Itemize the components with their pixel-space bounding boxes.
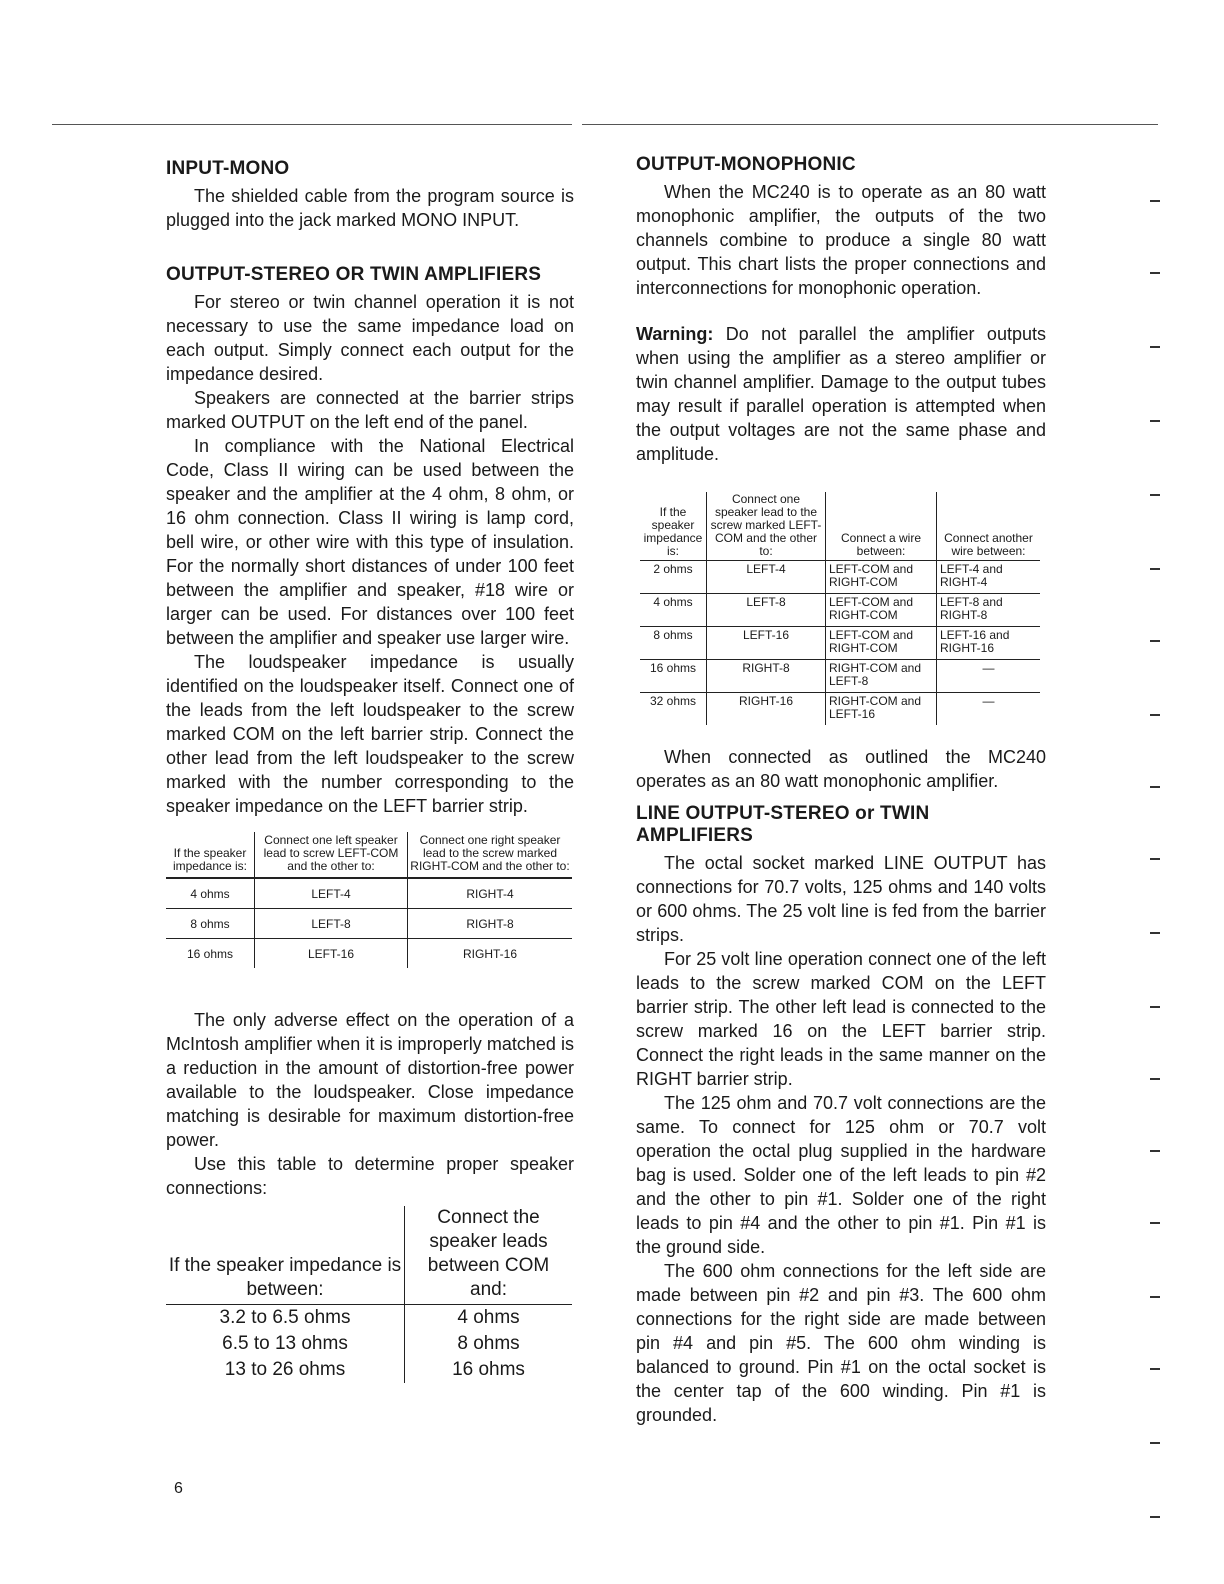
margin-dash xyxy=(1150,1006,1160,1008)
output-stereo-paragraph-3: In compliance with the National Electrical Code, Class II wiring can be used between the speaker and the amplifier at the 4 ohm, 8 ohm, or 16 ohm connection. Class II wiring is lamp cord, bell wire, or other wire with this type of insulation. For the normally short distances of under 100 feet between the amplifier and speaker, #18 wire or larger can be used. For distances over 100 feet between the amplifier and speaker use larger wire. xyxy=(166,436,574,648)
table-cell: 4 ohms xyxy=(640,594,707,627)
table-cell: RIGHT-16 xyxy=(408,939,573,969)
table-cell: LEFT-8 and RIGHT-8 xyxy=(937,594,1041,627)
margin-dash xyxy=(1150,1222,1160,1224)
table-row xyxy=(640,693,1040,726)
output-stereo-paragraph-2: Speakers are connected at the barrier strips marked OUTPUT on the left end of the panel. xyxy=(166,388,574,432)
output-stereo-heading: OUTPUT-STEREO OR TWIN AMPLIFIERS xyxy=(166,264,542,285)
table-row xyxy=(166,1331,572,1357)
table-row xyxy=(166,909,572,939)
margin-dash xyxy=(1150,1442,1160,1444)
margin-dash xyxy=(1150,1296,1160,1298)
top-rule-right xyxy=(582,124,1158,125)
line-output-heading: LINE OUTPUT-STEREO or TWIN AMPLIFIERS xyxy=(636,803,930,846)
margin-dash xyxy=(1150,346,1160,348)
warning-label: Warning: xyxy=(636,324,714,344)
table-cell: 2 ohms xyxy=(640,561,707,594)
table-cell: 3.2 to 6.5 ohms xyxy=(219,1307,351,1328)
table-cell: 4 ohms xyxy=(166,878,255,909)
top-rule-left xyxy=(52,124,572,125)
margin-dash xyxy=(1150,1150,1160,1152)
table-header-row xyxy=(166,1206,572,1305)
table-row xyxy=(640,594,1040,627)
output-mono-paragraph: When the MC240 is to operate as an 80 watt monophonic amplifier, the outputs of the two channels combine to produce a single 80 watt output. This chart lists the proper connections and interconnections for monophonic operation. xyxy=(636,182,1046,298)
line-output-paragraph-1: The octal socket marked LINE OUTPUT has connections for 70.7 volts, 125 ohms and 140 volts or 600 ohms. The 25 volt line is fed from the barrier strips. xyxy=(636,853,1046,945)
right-column xyxy=(636,154,1046,1427)
line-output-paragraph-2: For 25 volt line operation connect one of the left leads to the screw marked COM on the LEFT barrier strip. The other left lead is connected to the screw marked 16 on the LEFT barrier strip. Connect the right leads in the same manner on the RIGHT barrier strip. xyxy=(636,949,1046,1089)
table-row xyxy=(166,1357,572,1383)
table-cell: RIGHT-COM and LEFT-8 xyxy=(826,660,937,693)
table-cell: RIGHT-COM and LEFT-16 xyxy=(826,693,937,726)
table-cell: LEFT-COM and RIGHT-COM xyxy=(826,594,937,627)
table-row xyxy=(166,878,572,909)
table-cell: RIGHT-16 xyxy=(707,693,826,726)
input-mono-heading: INPUT-MONO xyxy=(166,158,290,179)
table-cell: 8 ohms xyxy=(405,1331,573,1357)
table-header: Connect another wire between: xyxy=(937,492,1041,561)
table-cell: LEFT-4 and RIGHT-4 xyxy=(937,561,1041,594)
table-header: If the speaker impedance is: xyxy=(640,492,707,561)
table-cell: 16 ohms xyxy=(640,660,707,693)
table-header: Connect a wire between: xyxy=(826,492,937,561)
mono-summary-paragraph: When connected as outlined the MC240 operates as an 80 watt monophonic amplifier. xyxy=(636,747,1046,791)
table-row xyxy=(640,660,1040,693)
margin-dash xyxy=(1150,1078,1160,1080)
table-header: Connect one left speaker lead to screw LEFT-COM and the other to: xyxy=(255,832,408,878)
table-header: Connect the speaker leads between COM and: xyxy=(405,1206,573,1305)
table-cell: 13 to 26 ohms xyxy=(224,1359,346,1380)
table-cell: 8 ohms xyxy=(640,627,707,660)
table-header: Connect one speaker lead to the screw marked LEFT-COM and the other to: xyxy=(707,492,826,561)
table-cell: 32 ohms xyxy=(649,694,697,708)
left-column xyxy=(166,154,574,1383)
table-cell: LEFT-16 xyxy=(255,939,408,969)
table-cell: 16 ohms xyxy=(186,946,234,961)
warning-paragraph xyxy=(636,322,1046,466)
table-header: If the speaker impedance is between: xyxy=(166,1206,405,1305)
table-cell: 8 ohms xyxy=(166,909,255,939)
margin-dash xyxy=(1150,640,1160,642)
margin-dash xyxy=(1150,714,1160,716)
margin-dash xyxy=(1150,420,1160,422)
margin-dash xyxy=(1150,932,1160,934)
margin-dash xyxy=(1150,494,1160,496)
margin-dash xyxy=(1150,1368,1160,1370)
output-stereo-paragraph-1: For stereo or twin channel operation it is not necessary to use the same impedance load on each output. Simply connect each output for the impedance desired. xyxy=(166,292,574,384)
table-row xyxy=(640,627,1040,660)
table-cell: — xyxy=(937,693,1041,726)
margin-dash xyxy=(1150,272,1160,274)
impedance-range-table xyxy=(166,1206,572,1383)
table-cell: RIGHT-8 xyxy=(707,660,826,693)
margin-dash xyxy=(1150,200,1160,202)
table-row xyxy=(166,939,572,969)
table-cell: LEFT-4 xyxy=(707,561,826,594)
margin-dash xyxy=(1150,568,1160,570)
margin-dash xyxy=(1150,858,1160,860)
table-header-row xyxy=(166,832,572,878)
table-cell: LEFT-16 and RIGHT-16 xyxy=(937,627,1041,660)
table-cell: LEFT-COM and RIGHT-COM xyxy=(826,561,937,594)
table-cell: 16 ohms xyxy=(405,1357,573,1383)
table-cell: LEFT-8 xyxy=(707,594,826,627)
table-header: If the speaker impedance is: xyxy=(166,832,255,878)
margin-dash xyxy=(1150,786,1160,788)
mono-connection-table xyxy=(640,492,1040,725)
table-cell: LEFT-4 xyxy=(255,878,408,909)
table-cell: LEFT-COM and RIGHT-COM xyxy=(826,627,937,660)
table-cell: RIGHT-8 xyxy=(408,909,573,939)
stereo-connection-table xyxy=(166,832,572,968)
table-cell: RIGHT-4 xyxy=(408,878,573,909)
table-cell: LEFT-16 xyxy=(707,627,826,660)
table-row xyxy=(166,1305,572,1332)
table-cell: — xyxy=(937,660,1041,693)
table-intro-paragraph: Use this table to determine proper speaker connections: xyxy=(166,1154,574,1198)
table-cell: 6.5 to 13 ohms xyxy=(222,1333,348,1354)
page-number: 6 xyxy=(174,1480,183,1497)
table-cell: LEFT-8 xyxy=(255,909,408,939)
table-cell: 4 ohms xyxy=(405,1305,573,1332)
table-header: Connect one right speaker lead to the screw marked RIGHT-COM and the other to: xyxy=(408,832,573,878)
input-mono-paragraph: The shielded cable from the program source is plugged into the jack marked MONO INPUT. xyxy=(166,186,574,230)
line-output-paragraph-4: The 600 ohm connections for the left side are made between pin #2 and pin #3. The 600 ohm connections for the right side are made between pin #4 and pin #5. The 600 ohm winding is balanced to ground. Pin #1 on the octal socket is the center tap of the 600 winding. Pin #1 is grounded. xyxy=(636,1261,1046,1425)
table-row xyxy=(640,561,1040,594)
line-output-paragraph-3: The 125 ohm and 70.7 volt connections are the same. To connect for 125 ohm or 70.7 volt operation the octal plug supplied in the hardware bag is used. Solder one of the left leads to pin #2 and the other to pin #1. Solder one of the right leads to pin #4 and the other to pin #1. Pin #1 is the ground side. xyxy=(636,1093,1046,1257)
margin-dash xyxy=(1150,1516,1160,1518)
table-header-row xyxy=(640,492,1040,561)
output-stereo-paragraph-4: The loudspeaker impedance is usually identified on the loudspeaker itself. Connect one of the leads from the left loudspeaker to the screw marked COM on the left barrier strip. Connect the other lead from the left loudspeaker to the screw marked with the number corresponding to the speaker impedance on the LEFT barrier strip. xyxy=(166,652,574,816)
mismatch-paragraph: The only adverse effect on the operation of a McIntosh amplifier when it is improperly matched is a reduction in the amount of distortion-free power available to the loudspeaker. Close impedance matching is desirable for maximum distortion-free power. xyxy=(166,1010,574,1150)
output-mono-heading: OUTPUT-MONOPHONIC xyxy=(636,154,856,175)
warning-text: Do not parallel the amplifier outputs when using the amplifier as a stereo amplifier or twin channel amplifier. Damage to the output tubes may result if parallel operation is attempted when the output voltages are not the same phase and amplitude. xyxy=(636,324,1046,464)
